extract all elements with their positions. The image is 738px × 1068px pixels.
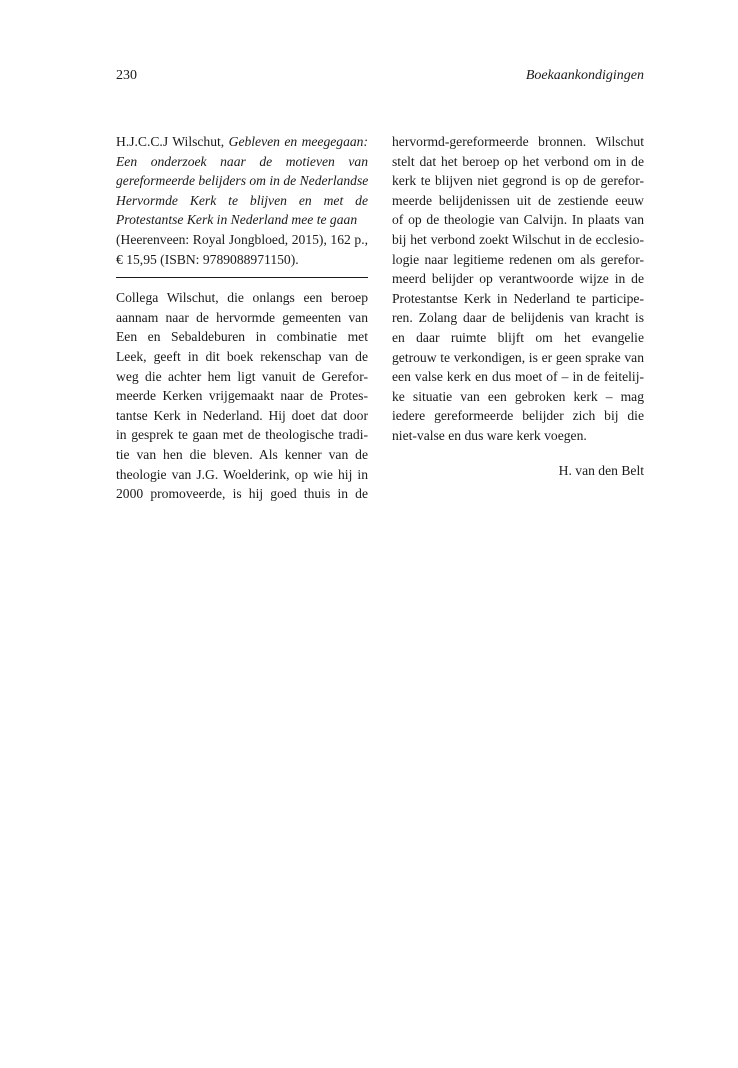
- body-line: ren. Zolang daar de belijdenis van kracht is: [392, 310, 644, 326]
- review-body-right: [392, 132, 644, 446]
- body-line: getrouw te verkondigen, is er geen sprake van: [392, 349, 644, 365]
- body-line: Protestantse Kerk in Nederland te participe-: [392, 290, 644, 306]
- body-line: en daar ruimte blijft om het evangelie: [392, 329, 644, 345]
- citation-title-line: Een onderzoek naar de motieven van: [116, 153, 368, 169]
- body-line: meerde belijdenissen uit de zestiende eeuw: [392, 192, 644, 208]
- body-line: Een en Sebaldeburen in combinatie met: [116, 329, 368, 345]
- body-line: hervormd-gereformeerde bronnen. Wilschut: [392, 134, 644, 149]
- body-line: in gesprek te gaan met de theologische tradi-: [116, 427, 368, 443]
- body-line: bij het verbond zoekt Wilschut in de ecclesio-: [392, 231, 644, 247]
- body-line: of op de theologie van Calvijn. In plaats van: [392, 212, 644, 228]
- running-head: Boekaankondigingen: [525, 68, 644, 83]
- right-column: [392, 132, 644, 480]
- citation-author: H.J.C.C.J Wilschut,: [116, 134, 225, 149]
- body-line: kerk te blijven niet gegrond is op de gerefor-: [392, 173, 644, 189]
- body-line: tie van hen die bleven. Als kenner van de: [116, 446, 368, 462]
- citation-line: [116, 132, 368, 152]
- body-line: ke situatie van een gebroken kerk – mag: [392, 388, 644, 404]
- citation-divider: [116, 277, 368, 278]
- left-column: [116, 132, 368, 504]
- body-line: stelt dat het beroep op het verbond om in de: [392, 153, 644, 169]
- body-line: Collega Wilschut, die onlangs een beroep: [116, 290, 368, 306]
- citation-publication-line: (Heerenveen: Royal Jongbloed, 2015), 162 p.,: [116, 231, 368, 247]
- body-line: logie naar legitieme redenen om als gerefor-: [392, 251, 644, 267]
- citation-title: Gebleven en meegegaan:: [228, 134, 368, 149]
- body-line: niet-valse en dus ware kerk voegen.: [392, 427, 587, 443]
- body-line: een valse kerk en dus moet of – in de feitelij-: [392, 369, 644, 385]
- body-line: tantse Kerk in Nederland. Hij doet dat door: [116, 407, 368, 423]
- body-line: 2000 promoveerde, is hij goed thuis in de: [116, 486, 368, 502]
- citation-title-line: Hervormde Kerk te blijven en met de: [116, 192, 368, 208]
- body-line: iedere gereformeerde belijder zich bij die: [392, 408, 644, 424]
- reviewer-signature: H. van den Belt: [558, 462, 644, 478]
- body-line: meerd belijder op verantwoorde wijze in de: [392, 271, 644, 287]
- body-line: aannam naar de hervormde gemeenten van: [116, 309, 368, 325]
- body-line: Leek, geeft in dit boek rekenschap van de: [116, 348, 368, 364]
- body-line: meerde Kerken vrijgemaakt naar de Protes-: [116, 388, 368, 404]
- review-body-left: [116, 288, 368, 504]
- citation-price-isbn-line: € 15,95 (ISBN: 9789088971150).: [116, 251, 299, 267]
- citation-title-line: Protestantse Kerk in Nederland mee te gaan: [116, 212, 358, 228]
- body-line: weg die achter hem ligt vanuit de Gerefor-: [116, 368, 368, 384]
- body-line: theologie van J.G. Woelderink, op wie hij in: [116, 466, 368, 482]
- page-number: 230: [116, 68, 137, 83]
- citation-title-line: gereformeerde belijders om in de Nederlandse: [116, 173, 369, 189]
- citation-block: [116, 132, 368, 269]
